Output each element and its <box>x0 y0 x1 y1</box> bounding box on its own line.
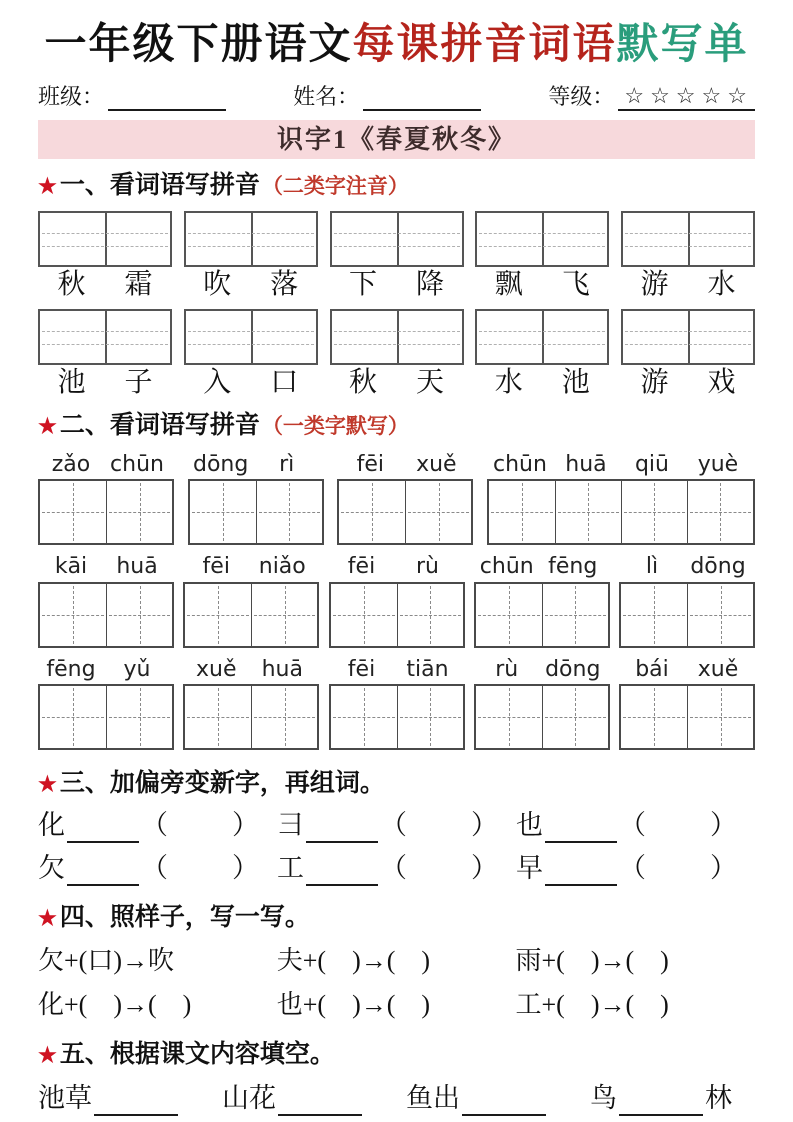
pinyin-label <box>183 554 319 580</box>
fill-blank-line <box>545 857 617 886</box>
character-grid <box>619 582 755 648</box>
pinyin-label <box>337 452 473 478</box>
pinyin-group <box>474 657 610 750</box>
pinyin-label <box>329 657 465 683</box>
section1-body <box>38 211 755 399</box>
pinyin-syllable: lì <box>645 554 659 580</box>
pinyin-group <box>188 452 324 545</box>
pinyin-group <box>38 452 174 545</box>
pinyin-syllable: yuè <box>697 451 739 477</box>
tianzige-cell <box>190 481 256 543</box>
pinyin-writing-box <box>330 309 464 365</box>
formula-text: 也+( )→( ) <box>276 989 431 1019</box>
box-guide-line <box>625 344 751 345</box>
class-blank-line <box>108 87 226 111</box>
pinyin-syllable: chūn <box>493 451 547 477</box>
base-character: 彐 <box>277 810 304 841</box>
pinyin-group <box>337 452 473 545</box>
fill-blank-line <box>306 857 378 886</box>
section4-title: 四、照样子，写一写。 <box>59 903 310 931</box>
radical-item <box>38 852 277 886</box>
pinyin-group <box>38 657 174 750</box>
fill-blank-line <box>67 814 139 843</box>
tianzige-cell <box>397 686 463 748</box>
character-grid <box>38 684 174 750</box>
word-label <box>38 269 172 301</box>
character-grid <box>183 684 319 750</box>
word-character: 秋 <box>348 367 377 399</box>
base-character: 工 <box>277 853 304 884</box>
box-divider-line <box>105 213 107 265</box>
box-guide-line <box>188 331 314 332</box>
word-character: 入 <box>203 367 232 399</box>
tianzige-cell <box>687 481 753 543</box>
pinyin-syllable: rù <box>495 656 519 682</box>
word-group <box>475 211 609 301</box>
fill-blank-line <box>94 1087 178 1116</box>
star-icon: ★ <box>38 173 57 198</box>
section5-header <box>38 1039 755 1072</box>
section2-header <box>38 410 755 443</box>
pinyin-syllable: fēi <box>202 554 230 580</box>
word-character: 飘 <box>494 268 523 300</box>
pinyin-syllable: fēi <box>356 451 385 477</box>
box-divider-line <box>542 213 544 265</box>
name-label: 姓名： <box>293 84 360 110</box>
paren-open: （ <box>380 853 407 884</box>
pinyin-syllable: huā <box>565 451 607 477</box>
formula-item <box>277 989 516 1022</box>
fill-blank-line <box>306 814 378 843</box>
box-guide-line <box>479 233 605 234</box>
pinyin-label <box>38 657 174 683</box>
pinyin-writing-box <box>184 211 318 267</box>
box-guide-line <box>42 233 168 234</box>
box-guide-line <box>334 344 460 345</box>
tianzige-cell <box>621 481 687 543</box>
word-label <box>621 269 755 301</box>
pinyin-group <box>474 554 610 647</box>
pinyin-syllable: fēi <box>347 554 376 580</box>
section3-body <box>38 809 755 886</box>
character-grid <box>38 582 174 648</box>
tianzige-cell <box>476 584 542 646</box>
pinyin-syllable: xuě <box>697 656 739 682</box>
fill-in-before: 山花 <box>222 1082 276 1113</box>
pinyin-syllable: qiū <box>634 451 669 477</box>
pinyin-label <box>474 554 610 580</box>
radical-row <box>38 809 755 843</box>
pinyin-syllable: yǔ <box>123 656 151 682</box>
word-group <box>475 309 609 399</box>
pinyin-label <box>188 452 324 478</box>
word-character: 霜 <box>124 268 153 300</box>
box-guide-line <box>479 344 605 345</box>
tianzige-cell <box>251 584 317 646</box>
pinyin-label <box>38 554 174 580</box>
fill-blank-line <box>67 857 139 886</box>
pinyin-label <box>474 657 610 683</box>
class-label: 班级： <box>38 84 105 110</box>
pinyin-syllable: kāi <box>54 554 88 580</box>
radical-item <box>516 809 755 843</box>
box-guide-line <box>625 246 751 247</box>
word-group <box>330 309 464 399</box>
paren-close: ） <box>710 810 737 841</box>
word-character: 吹 <box>203 268 232 300</box>
character-grid <box>474 684 610 750</box>
word-character: 天 <box>415 367 444 399</box>
pinyin-writing-box <box>621 309 755 365</box>
title-part-black: 一年级下册语文 <box>44 22 353 68</box>
fill-blank-line <box>619 1087 703 1116</box>
tianzige-cell <box>621 584 687 646</box>
section5-body <box>38 1082 755 1116</box>
tianzige-cell <box>185 584 251 646</box>
class-field <box>38 80 226 111</box>
word-label <box>621 367 755 399</box>
word-group <box>184 211 318 301</box>
paren-close: ） <box>710 853 737 884</box>
pinyin-syllable: dōng <box>192 451 249 477</box>
word-character: 降 <box>415 268 444 300</box>
box-guide-line <box>625 233 751 234</box>
pinyin-label <box>619 554 755 580</box>
formula-item <box>38 945 277 978</box>
box-divider-line <box>251 213 253 265</box>
word-row <box>38 309 755 399</box>
pinyin-writing-box <box>184 309 318 365</box>
pinyin-syllable: fēng <box>548 554 598 580</box>
pinyin-writing-box <box>621 211 755 267</box>
base-character: 早 <box>516 853 543 884</box>
word-label <box>475 269 609 301</box>
paren-open: （ <box>619 853 646 884</box>
pinyin-group <box>619 554 755 647</box>
tianzige-cell <box>339 481 405 543</box>
grade-field <box>548 80 755 111</box>
pinyin-group <box>38 554 174 647</box>
radical-item <box>38 809 277 843</box>
word-character: 戏 <box>707 367 736 399</box>
section3-header <box>38 768 755 801</box>
character-grid <box>474 582 610 648</box>
tianzige-cell <box>542 686 608 748</box>
box-guide-line <box>42 331 168 332</box>
box-guide-line <box>42 344 168 345</box>
word-character: 水 <box>494 367 523 399</box>
formula-row <box>38 989 755 1022</box>
box-divider-line <box>397 311 399 363</box>
tianzige-cell <box>106 584 172 646</box>
word-group <box>621 211 755 301</box>
box-divider-line <box>542 311 544 363</box>
tianzige-cell <box>40 686 106 748</box>
paren-close: ） <box>232 853 259 884</box>
title-part-red: 每课拼音词语 <box>352 22 617 68</box>
fill-in-before: 鱼出 <box>406 1082 460 1113</box>
formula-text: 工+( )→( ) <box>515 989 669 1019</box>
formula-text: 夫+( )→( ) <box>276 946 431 976</box>
pinyin-group <box>183 554 319 647</box>
pinyin-syllable: huā <box>261 656 303 682</box>
box-guide-line <box>188 246 314 247</box>
pinyin-syllable: chūn <box>110 451 164 477</box>
formula-text: 雨+( )→( ) <box>515 946 669 976</box>
pinyin-row <box>38 452 755 545</box>
section5-title: 五、根据课文内容填空。 <box>59 1041 335 1069</box>
tianzige-cell <box>476 686 542 748</box>
word-row <box>38 211 755 301</box>
section1-note: （二类字注音） <box>261 174 409 199</box>
word-character: 游 <box>640 367 669 399</box>
star-icon: ★ <box>38 413 57 438</box>
formula-item <box>277 945 516 978</box>
character-grid <box>329 684 465 750</box>
grade-label: 等级： <box>548 84 615 110</box>
pinyin-syllable: xuě <box>416 451 457 477</box>
fill-in-item <box>38 1082 180 1116</box>
word-group <box>330 211 464 301</box>
fill-in-before: 池草 <box>38 1082 92 1113</box>
pinyin-syllable: dōng <box>690 554 746 580</box>
section2-note: （一类字默写） <box>261 414 409 439</box>
word-character: 池 <box>57 367 86 399</box>
fill-in-item <box>590 1082 732 1116</box>
pinyin-syllable: rì <box>279 451 295 477</box>
pinyin-label <box>38 452 174 478</box>
formula-text: 化+( )→( ) <box>38 989 192 1019</box>
pinyin-syllable: fēi <box>347 656 376 682</box>
tianzige-cell <box>40 584 106 646</box>
tianzige-cell <box>687 686 753 748</box>
pinyin-writing-box <box>475 309 609 365</box>
radical-item <box>277 852 516 886</box>
box-divider-line <box>397 213 399 265</box>
word-group <box>38 309 172 399</box>
box-guide-line <box>188 344 314 345</box>
pinyin-label <box>619 657 755 683</box>
word-label <box>330 367 464 399</box>
base-character: 化 <box>38 810 65 841</box>
title-part-teal: 默写单 <box>616 22 749 68</box>
section1-title: 一、看词语写拼音 <box>59 172 260 200</box>
pinyin-syllable: chūn <box>479 554 534 580</box>
tianzige-cell <box>405 481 471 543</box>
tianzige-cell <box>555 481 621 543</box>
word-label <box>330 269 464 301</box>
pinyin-writing-box <box>38 211 172 267</box>
pinyin-label <box>487 452 755 478</box>
pinyin-syllable: fēng <box>46 656 96 682</box>
word-group <box>38 211 172 301</box>
pinyin-group <box>329 554 465 647</box>
section1-header <box>38 170 755 203</box>
word-label <box>184 367 318 399</box>
radical-item <box>516 852 755 886</box>
tianzige-cell <box>106 481 172 543</box>
box-guide-line <box>42 246 168 247</box>
pinyin-writing-box <box>475 211 609 267</box>
box-guide-line <box>479 246 605 247</box>
tianzige-cell <box>542 584 608 646</box>
fill-in-item <box>222 1082 364 1116</box>
box-guide-line <box>479 331 605 332</box>
paren-open: （ <box>380 810 407 841</box>
paren-close: ） <box>471 853 498 884</box>
character-grid <box>487 479 755 545</box>
word-label <box>38 367 172 399</box>
fill-in-item <box>406 1082 548 1116</box>
pinyin-group <box>183 657 319 750</box>
pinyin-group <box>619 657 755 750</box>
word-character: 飞 <box>561 268 590 300</box>
character-grid <box>329 582 465 648</box>
box-guide-line <box>334 246 460 247</box>
box-divider-line <box>688 311 690 363</box>
section2-title: 二、看词语写拼音 <box>59 412 260 440</box>
paren-close: ） <box>232 810 259 841</box>
pinyin-syllable: dōng <box>545 656 601 682</box>
character-grid <box>183 582 319 648</box>
pinyin-row <box>38 657 755 750</box>
paren-open: （ <box>619 810 646 841</box>
pinyin-row <box>38 554 755 647</box>
paren-close: ） <box>471 810 498 841</box>
fill-blank-line <box>278 1087 362 1116</box>
pinyin-writing-box <box>38 309 172 365</box>
fill-blank-line <box>462 1087 546 1116</box>
paren-open: （ <box>141 810 168 841</box>
word-group <box>184 309 318 399</box>
word-character: 水 <box>707 268 736 300</box>
star-icon: ★ <box>38 771 57 796</box>
character-grid <box>188 479 324 545</box>
box-divider-line <box>688 213 690 265</box>
fill-in-after: 林 <box>705 1082 732 1113</box>
pinyin-syllable: rù <box>416 554 439 580</box>
pinyin-syllable: huā <box>116 554 158 580</box>
pinyin-syllable: zǎo <box>51 451 91 477</box>
radical-row <box>38 852 755 886</box>
character-grid <box>337 479 473 545</box>
tianzige-cell <box>331 686 397 748</box>
student-info-row <box>38 80 755 111</box>
section4-header <box>38 902 755 935</box>
tianzige-cell <box>40 481 106 543</box>
pinyin-syllable: xuě <box>196 656 237 682</box>
word-character: 下 <box>348 268 377 300</box>
box-divider-line <box>251 311 253 363</box>
rating-stars: ☆☆☆☆☆ <box>618 83 755 111</box>
pinyin-syllable: tiān <box>406 656 449 682</box>
pinyin-syllable: niǎo <box>258 554 306 580</box>
pinyin-writing-box <box>330 211 464 267</box>
character-grid <box>38 479 174 545</box>
tianzige-cell <box>489 481 555 543</box>
pinyin-group <box>487 452 755 545</box>
word-character: 落 <box>270 268 299 300</box>
section4-body <box>38 945 755 1021</box>
fill-blank-line <box>545 814 617 843</box>
base-character: 欠 <box>38 853 65 884</box>
word-character: 池 <box>561 367 590 399</box>
tianzige-cell <box>687 584 753 646</box>
fill-in-before: 鸟 <box>590 1082 617 1113</box>
word-label <box>475 367 609 399</box>
word-character: 游 <box>640 268 669 300</box>
tianzige-cell <box>106 686 172 748</box>
box-guide-line <box>188 233 314 234</box>
formula-item <box>516 945 755 978</box>
word-character: 口 <box>270 367 299 399</box>
character-grid <box>619 684 755 750</box>
tianzige-cell <box>185 686 251 748</box>
box-guide-line <box>625 331 751 332</box>
base-character: 也 <box>516 810 543 841</box>
star-icon: ★ <box>38 1043 57 1068</box>
tianzige-cell <box>331 584 397 646</box>
formula-text: 欠+(口)→吹 <box>38 946 174 976</box>
box-divider-line <box>105 311 107 363</box>
section3-title: 三、加偏旁变新字，再组词。 <box>59 769 385 797</box>
paren-open: （ <box>141 853 168 884</box>
tianzige-cell <box>256 481 322 543</box>
word-label <box>184 269 318 301</box>
page-title <box>38 20 755 70</box>
pinyin-group <box>329 657 465 750</box>
lesson-banner: 识字1《春夏秋冬》 <box>38 120 755 159</box>
tianzige-cell <box>251 686 317 748</box>
word-character: 子 <box>124 367 153 399</box>
box-guide-line <box>334 331 460 332</box>
radical-item <box>277 809 516 843</box>
pinyin-label <box>329 554 465 580</box>
section2-body <box>38 452 755 750</box>
tianzige-cell <box>621 686 687 748</box>
word-group <box>621 309 755 399</box>
name-field <box>293 80 481 111</box>
tianzige-cell <box>397 584 463 646</box>
formula-row <box>38 945 755 978</box>
formula-item <box>516 989 755 1022</box>
name-blank-line <box>363 87 481 111</box>
word-character: 秋 <box>57 268 86 300</box>
pinyin-syllable: bái <box>635 656 669 682</box>
star-icon: ★ <box>38 905 57 930</box>
formula-item <box>38 989 277 1022</box>
pinyin-label <box>183 657 319 683</box>
box-guide-line <box>334 233 460 234</box>
